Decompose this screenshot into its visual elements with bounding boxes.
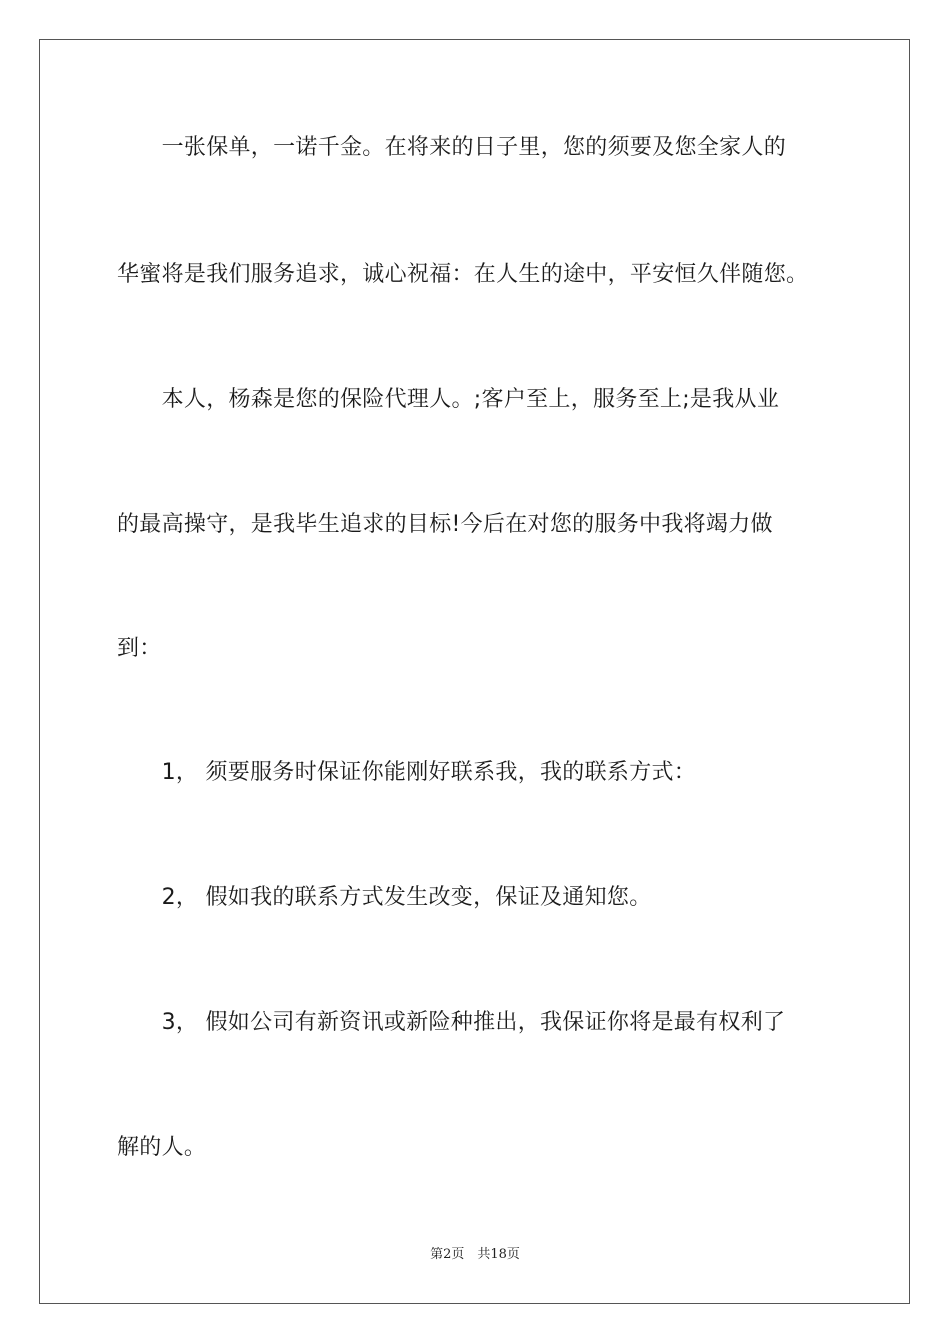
list-item-3-line-2: 解的人。 — [117, 1135, 207, 1160]
paragraph-2-line-3: 到： — [117, 636, 162, 661]
paragraph-2-line-2: 的最高操守，是我毕生追求的目标!今后在对您的服务中我将竭力做 — [117, 512, 773, 537]
list-item-2: 2， 假如我的联系方式发生改变，保证及通知您。 — [117, 885, 652, 910]
list-item-1: 1， 须要服务时保证你能刚好联系我，我的联系方式： — [117, 760, 697, 785]
paragraph-1-line-1: 一张保单，一诺千金。在将来的日子里，您的须要及您全家人的 — [117, 135, 787, 160]
page-frame — [39, 39, 910, 1304]
paragraph-1-line-2: 华蜜将是我们服务追求，诚心祝福：在人生的途中，平安恒久伴随您。 — [117, 262, 809, 287]
paragraph-2-line-1: 本人，杨森是您的保险代理人。;客户至上，服务至上;是我从业 — [117, 387, 780, 412]
list-item-3-line-1: 3， 假如公司有新资讯或新险种推出，我保证你将是最有权利了 — [117, 1010, 786, 1035]
page-number-footer: 第2页 共18页 — [430, 1247, 520, 1262]
